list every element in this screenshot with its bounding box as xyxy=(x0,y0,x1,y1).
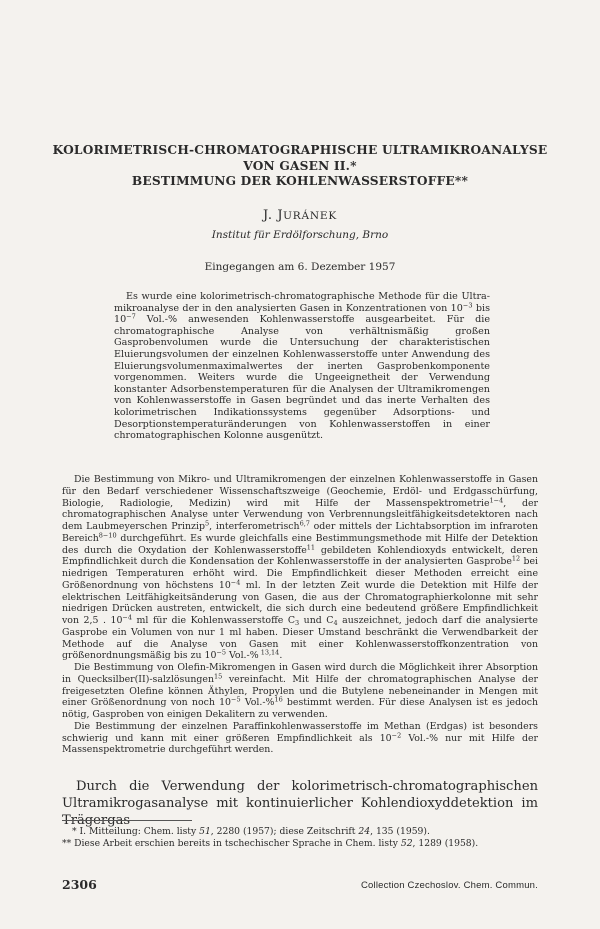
p1-text-e: durchgeführt. Es wurde gleichfalls eine Bestimmungsmethode mit Hilfe der Detektion des durch die Oxydation der Kohlenwasserstoffe xyxy=(62,532,538,556)
p2-ref-1: 15 xyxy=(214,672,223,681)
author-surname-rest: URÁNEK xyxy=(283,210,337,222)
p1-text-k: auszeichnet, jedoch darf die analysierte Gasprobe ein Volumen von nur 1 ml haben. Dieser Umstand beschränkt die Verwendbarkeit der Methode auf die Analyse von Gasen mit einer Kohlenwasserstoffkonzentration von größenordnungsmäßig bis zu 10 xyxy=(62,615,538,662)
footnote-1 xyxy=(62,826,538,838)
p1-text-g: bei niedrigen Temperaturen erhöht wird. Die Empfindlichkeit dieser Methoden erreicht eine Größenordnung von höchstens 10 xyxy=(62,556,539,591)
p2-text-a: Die Bestimmung von Olefin-Mikromengen in Gasen wird durch die Möglichkeit ihrer Absorption in Quecksilber(II)-salzlösungen xyxy=(62,662,538,685)
abstract-paragraph xyxy=(114,291,490,442)
p2-text-c: Vol.-% xyxy=(240,697,275,709)
p1-ref-4: 8−10 xyxy=(98,531,117,540)
received-date: Eingegangen am 6. Dezember 1957 xyxy=(204,261,396,273)
author-name xyxy=(0,208,600,223)
footnote-2-text-a: Diese Arbeit erschien bereits in tschechischer Sprache in Chem. listy xyxy=(71,838,401,849)
p1-text-d: oder mittels der Lichtabsorption im infraroten Bereich xyxy=(62,521,538,544)
footnotes xyxy=(62,826,538,850)
p1-sub-2: 4 xyxy=(333,619,338,627)
footnote-1-text-b: , 2280 (1957); diese Zeitschrift xyxy=(210,826,359,837)
footnote-1-text-c: , 135 (1959). xyxy=(370,826,430,837)
author-initial: J. xyxy=(263,208,273,223)
footnote-2-text-b: , 1289 (1958). xyxy=(412,838,479,849)
abstract-text-b: bis 10 xyxy=(114,302,490,326)
p1-text-m: . xyxy=(279,650,283,662)
footnote-divider xyxy=(62,820,192,821)
p1-text-l: Vol.-% xyxy=(226,650,259,662)
journal-name: Collection Czechoslov. Chem. Commun. xyxy=(360,880,538,891)
p3-exp-1: −2 xyxy=(391,731,402,739)
p1-text-h: ml. In der letzten Zeit wurde die Detektion mit Hilfe der elektrischen Leitfähigkeitsänderung von Gasen, die aus der Chromatographierkolonne mit sehr niedrigen Drücken austreten, entwickelt, die sich durch eine bedeutend größere Empfindlichkeit von 2,5 . 10 xyxy=(62,579,538,626)
large-paragraph: Durch die Verwendung der kolorimetrisch-chromatographischen Ultramikrogasanalyse mit kontinuierlicher Kohlendioxyddetektion im Trägergas xyxy=(62,779,538,828)
p1-text-f: gebildeten Kohlendioxyds entwickelt, deren Empfindlichkeit durch die Kondensation der Kohlenwasserstoffe in der analysierten Gasprobe xyxy=(62,544,538,568)
p1-exp-1: −4 xyxy=(230,578,241,587)
p1-text-b: , der chromatographischen Analyse unter Verwendung von Verbrennungsleitfähigkeitsdetektoren nach dem Laubmeyerschen Prinzip xyxy=(62,497,538,532)
p1-ref-3: 6,7 xyxy=(299,519,310,528)
title-line-1: KOLORIMETRISCH-CHROMATOGRAPHISCHE ULTRAMIKROANALYSE xyxy=(52,143,548,157)
p1-exp-2: −4 xyxy=(122,613,132,622)
body-text xyxy=(62,474,538,756)
page-number: 2306 xyxy=(62,877,97,892)
abstract-text-a: Es wurde eine kolorimetrisch-chromatographische Methode für die Ultra-mikroanalyse der in den analysierten Gasen in Konzentrationen von 10 xyxy=(114,291,490,314)
title-line-2: VON GASEN II.* xyxy=(243,158,357,173)
p2-ref-2: 16 xyxy=(274,695,283,704)
p1-ref-5: 11 xyxy=(306,543,316,551)
p1-text-j: und C xyxy=(299,615,334,626)
p1-text-a: Die Bestimmung von Mikro- und Ultramikromengen der einzelnen Kohlenwasserstoffe in Gasen für den Bedarf verschiedener Wissenschaftszweige (Geochemie, Erdöl- und Erdgasschürfung, Biologie, Radiologie, Medizin) wird mit Hilfe der Massenspektrometrie xyxy=(62,474,538,509)
footnote-2-mark: ** xyxy=(62,838,72,849)
footnote-1-text-a: I. Mitteilung: Chem. listy xyxy=(76,826,200,837)
author-institute: Institut für Erdölforschung, Brno xyxy=(211,229,389,241)
p2-exp-1: −5 xyxy=(231,695,241,704)
footnote-2 xyxy=(62,838,538,850)
p2-text-d: bestimmt werden. Für diese Analysen ist es jedoch nötig, Gasproben von einigen Dekalitern zu verwenden. xyxy=(62,697,538,720)
body-paragraph-1 xyxy=(62,474,538,662)
p3-text-a: Die Bestimmung der einzelnen Paraffinkohlenwasserstoffe im Methan (Erdgas) ist besonders schwierig und kann mit einer größeren Empfindlichkeit als 10 xyxy=(62,720,538,744)
title-line-3: BESTIMMUNG DER KOHLENWASSERSTOFFE** xyxy=(131,174,469,189)
p1-text-i: ml für die Kohlenwasserstoffe C xyxy=(132,615,295,626)
p1-ref-7: 13,14 xyxy=(258,648,280,657)
body-paragraph-3 xyxy=(62,721,538,756)
p1-ref-1: 1−4 xyxy=(489,496,504,504)
abstract-text-c: Vol.-% anwesenden Kohlenwasserstoffe ausgearbeitet. Für die chromatographische Analyse von verhältnismäßig großen Gasprobenvolumen wurde die Untersuchung der charakteristischen Eluierungsvolumen der einzelnen Kohlenwasserstoffe unter Anwendung des Eluierungsvolumenmaximalwertes der inerten Gasprobenkomponente vorgenommen. Weiters wurde die Ungeeignetheit der Verwendung konstanter Adsorbenstemperaturen für die Analysen der Ultramikromengen von Kohlenwasserstoffe in Gasen begründet und das inerte Verhalten des kolorimetrischen Indikationssystems gegenüber Adsorptions- und Desorptionstemperaturänderungen von Kohlenwasserstoffen in einer chromatographischen Kolonne ausgenützt. xyxy=(114,314,490,442)
author-surname-first: J xyxy=(277,208,284,223)
p3-text-b: Vol.-% nur mit Hilfe der Massenspektrometrie durchgeführt werden. xyxy=(62,732,538,756)
p1-ref-6: 12 xyxy=(511,554,521,563)
footnote-1-volume-2: 24 xyxy=(358,826,371,837)
p1-exp-3: −5 xyxy=(216,648,227,657)
footnote-2-volume: 52 xyxy=(400,838,413,849)
abstract xyxy=(114,291,490,442)
abstract-sup-1: −3 xyxy=(462,301,473,310)
p2-text-b: vereinfacht. Mit Hilfe der chromatographischen Analyse der freigesetzten Olefine können Äthylen, Propylen und die Butylene nebeneinander in Mengen mit einer Größenordnung von noch 10 xyxy=(62,673,539,709)
p1-text-c: , interferometrisch xyxy=(209,521,300,532)
footnote-1-mark: * xyxy=(72,826,77,837)
article-title xyxy=(30,143,570,190)
abstract-sup-2: −7 xyxy=(126,312,136,321)
p1-sub-1: 3 xyxy=(295,619,300,627)
large-text-block xyxy=(62,778,538,829)
footnote-1-volume: 51 xyxy=(199,826,211,837)
body-paragraph-2 xyxy=(62,662,538,721)
p1-ref-2: 5 xyxy=(204,519,210,528)
